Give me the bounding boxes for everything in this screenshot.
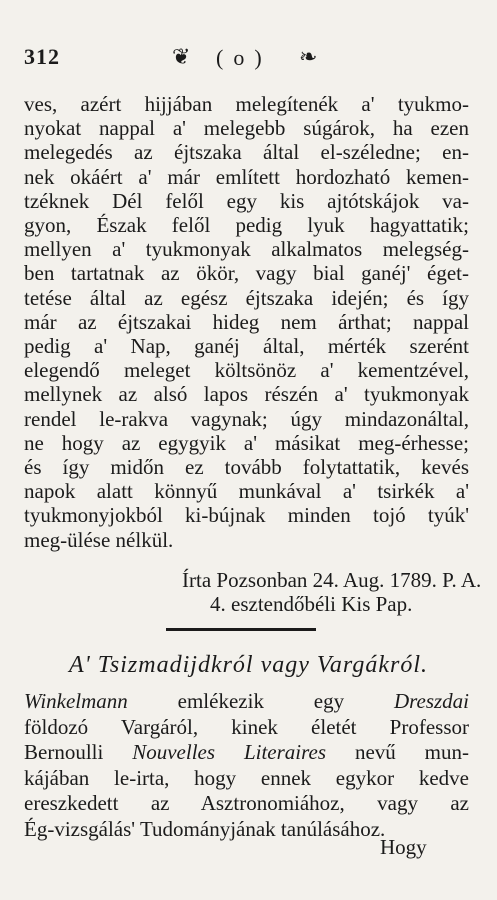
text-line: ben tartatnak az ökör, vagy bial ganéj' éget- (24, 261, 469, 286)
text-line: ereszkedett az Asztronomiához, vagy az (24, 791, 469, 815)
text-line: melegedés az éjtszaka által el-széledne; en- (24, 140, 469, 165)
text-line: elegendő meleget költsönöz a' kementzével, (24, 358, 469, 383)
text-line: tzéknek Dél felől egy kis ajtótskájok va- (24, 188, 469, 213)
text-line: és így midőn ez tovább folytattatik, kevés (24, 455, 469, 480)
text-line: földozó Vargáról, kinek életét Professor (24, 714, 469, 739)
text-line: ne hogy az egygyik a' másikat meg-érhesse; (24, 430, 469, 455)
text-line: meg-ülése nélkül. (24, 527, 174, 552)
text-line: tetése által az egész éjtszaka idején; és így (24, 285, 469, 310)
section-title: A' Tsizmadijdkról vagy Vargákról. (68, 652, 429, 678)
text-line: már az éjtszakai hideg nem árthat; nappal (24, 309, 469, 334)
header-ornament-text: (o) (216, 45, 272, 70)
paragraph-continued (24, 92, 469, 552)
paragraph-2 (24, 689, 469, 842)
page-header (24, 44, 464, 74)
text-line: Ég-vizsgálás' Tudományjának tanúlásához. (24, 816, 386, 841)
work-title: Nouvelles Literaires (132, 740, 327, 764)
signature-line-2: 4. esztendőbéli Kis Pap. (210, 592, 413, 616)
place-dreszdai: Dreszdai (393, 689, 469, 713)
fleuron-left-icon: ❦ (172, 44, 191, 69)
text-line: nyokat nappal a' melegebb súgárok, ha ezen (24, 116, 469, 141)
text-line: napok alatt könnyű munkával a' tsirkék a' (24, 479, 469, 504)
text-line: tyukmonyjokból ki-bújnak minden tojó tyúk' (24, 503, 469, 528)
text-line: pedig a' Nap, ganéj által, mérték szerént (24, 334, 469, 359)
text-line (24, 689, 469, 715)
section-divider (166, 628, 316, 631)
text-span: emlékezik egy (127, 689, 394, 713)
catchword: Hogy (380, 835, 427, 859)
signature-line-1: Írta Pozsonban 24. Aug. 1789. P. A. (182, 568, 482, 592)
text-line (24, 740, 469, 766)
text-line: rendel le-rakva vagynak; úgy mindazonáltal, (24, 406, 469, 431)
text-line: ves, azért hijjában melegítenék a' tyukmo- (24, 92, 469, 116)
text-line: mellynek az alsó lapos részén a' tyukmonyak (24, 382, 469, 407)
text-line: nek okáért a' már említett hordozható kemen- (24, 164, 469, 189)
text-line: gyon, Észak felől pedig lyuk hagyattatik; (24, 213, 469, 238)
fleuron-right-icon: ❧ (299, 44, 318, 69)
text-span: nevű mun- (326, 740, 469, 764)
text-span: Bernoulli (24, 740, 133, 764)
name-winkelmann: Winkelmann (24, 689, 128, 713)
page-number: 312 (24, 44, 60, 69)
text-line: kájában le-irta, hogy ennek egykor kedve (24, 765, 469, 790)
text-line: mellyen a' tyukmonyak alkalmatos melegség- (24, 237, 469, 262)
